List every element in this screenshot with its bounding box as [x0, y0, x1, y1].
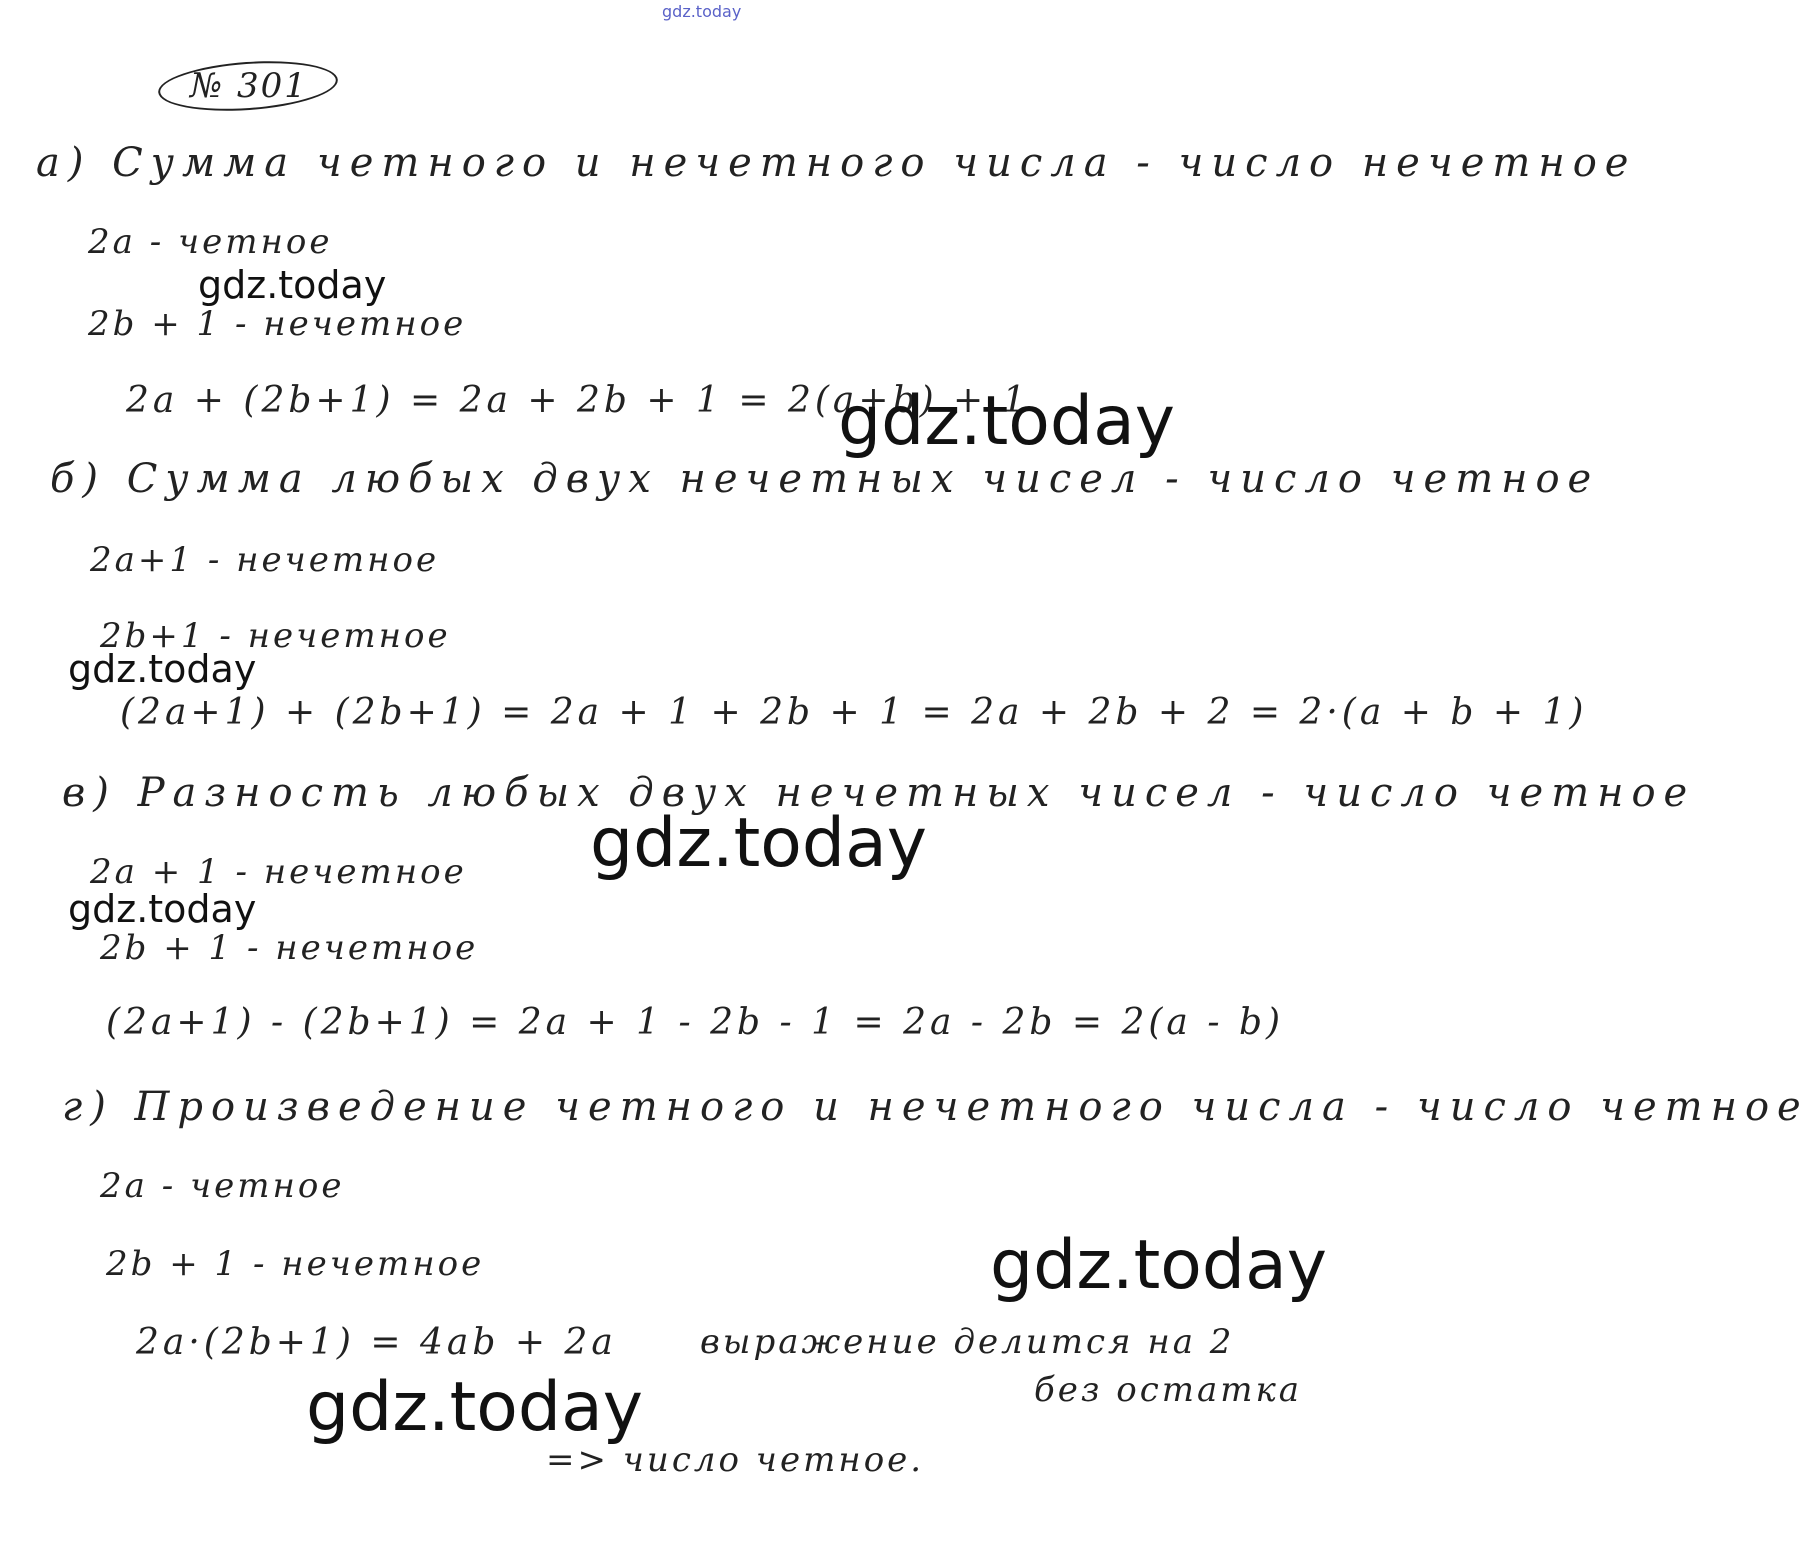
part-v-equation: (2a+1) - (2b+1) = 2a + 1 - 2b - 1 = 2a - 2b = 2(a - b)	[106, 1002, 1285, 1043]
part-a-line1: 2a - четное	[88, 222, 333, 262]
part-b-line1: 2a+1 - нечетное	[90, 540, 440, 580]
part-v-heading: в) Разность любых двух нечетных чисел - число четное	[62, 770, 1696, 816]
part-b-heading: б) Сумма любых двух нечетных чисел - число четное	[50, 456, 1600, 502]
watermark-4: gdz.today	[590, 804, 927, 883]
part-a-heading: а) Сумма четного и нечетного числа - число нечетное	[36, 140, 1637, 186]
part-g-note2: без остатка	[1034, 1370, 1303, 1410]
part-g-heading: г) Произведение четного и нечетного числа - число четное	[62, 1084, 1809, 1130]
watermark-1: gdz.today	[198, 263, 387, 307]
watermark-7: gdz.today	[306, 1368, 643, 1447]
watermark-6: gdz.today	[990, 1226, 1327, 1305]
part-g-conclusion: => число четное.	[546, 1440, 925, 1480]
part-b-line2: 2b+1 - нечетное	[100, 616, 451, 656]
watermark-top: gdz.today	[662, 2, 742, 21]
part-a-equation: 2a + (2b+1) = 2a + 2b + 1 = 2(a+b) + 1	[126, 380, 1030, 421]
part-a-line2: 2b + 1 - нечетное	[88, 304, 467, 344]
watermark-5: gdz.today	[68, 887, 257, 931]
watermark-3: gdz.today	[68, 647, 257, 691]
problem-number: № 301	[190, 66, 308, 106]
part-g-note1: выражение делится на 2	[700, 1322, 1235, 1362]
watermark-2: gdz.today	[838, 382, 1175, 461]
part-b-equation: (2a+1) + (2b+1) = 2a + 1 + 2b + 1 = 2a + 2b + 2 = 2·(a + b + 1)	[120, 692, 1588, 733]
part-g-equation: 2a·(2b+1) = 4ab + 2a	[136, 1322, 617, 1363]
part-v-line2: 2b + 1 - нечетное	[100, 928, 479, 968]
part-g-line1: 2a - четное	[100, 1166, 345, 1206]
part-v-line1: 2a + 1 - нечетное	[90, 852, 467, 892]
part-g-line2: 2b + 1 - нечетное	[106, 1244, 485, 1284]
